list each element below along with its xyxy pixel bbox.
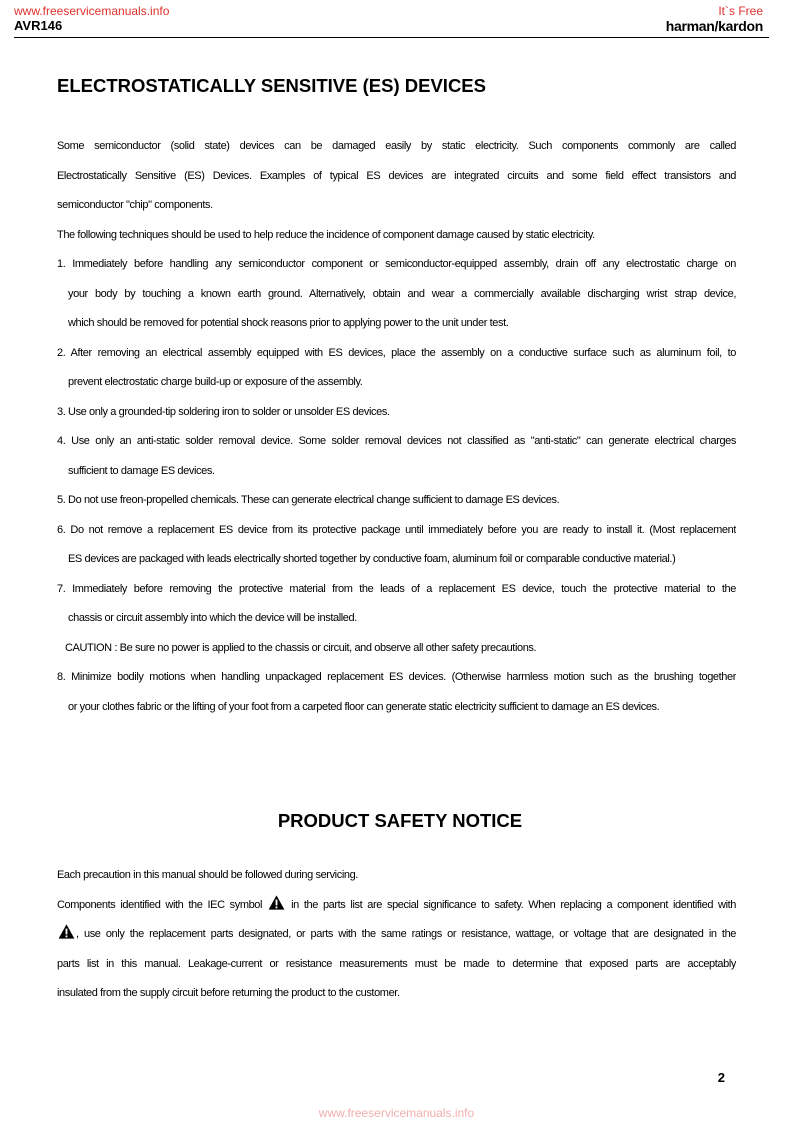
header-brand-logo: harman/kardon [665,18,763,34]
es-item-4-line: sufficient to damage ES devices. [68,464,215,477]
es-item-8-line: 8. Minimize bodily motions when handling unpackaged replacement ES devices. (Otherwise harmless motion such as the brushing together [57,671,736,683]
es-item-1-line: your body by touching a known earth ground. Alternatively, obtain and wear a commercially available discharging wrist strap device, [68,287,736,300]
es-item-1-line: 1. Immediately before handling any semiconductor component or semiconductor-equipped assembly, drain off any electrostatic charge on [57,258,736,270]
safety-line-3-text: , use only the replacement parts designated, or parts with the same ratings or resistance, wattage, or voltage that are designated in the [76,928,736,940]
es-item-2-line: 2. After removing an electrical assembly equipped with ES devices, place the assembly on a conductive surface such as aluminum foil, to [57,346,736,359]
safety-line-2 [57,891,736,921]
safety-line-2-start: Components identified with the IEC symbol [57,898,263,911]
es-item-8-line: or your clothes fabric or the lifting of your foot from a carpeted floor can generate static electricity sufficient to damage an ES devices. [68,700,660,713]
es-intro-line: The following techniques should be used to help reduce the incidence of component damage caused by static electricity. [57,228,595,241]
header-site-link[interactable]: www.freeservicemanuals.info [14,4,170,18]
header-divider [14,37,769,38]
safety-line-5: insulated from the supply circuit before returning the product to the customer. [57,987,400,999]
safety-line-2-end: in the parts list are special significance to safety. When replacing a component identified with [291,898,736,911]
es-item-4-line: 4. Use only an anti-static solder removal device. Some solder removal devices not classified as "anti-static" can generate electrical charges [57,435,736,447]
page-number: 2 [717,1070,725,1085]
es-item-7-line: chassis or circuit assembly into which the device will be installed. [68,612,357,624]
es-caution-line: CAUTION : Be sure no power is applied to the chassis or circuit, and observe all other safety precautions. [65,641,537,654]
warning-triangle-icon [58,924,75,939]
es-item-6-line: ES devices are packaged with leads electrically shorted together by conductive foam, aluminum foil or comparable conductive material.) [68,553,676,565]
es-intro-line: Electrostatically Sensitive (ES) Devices. Examples of typical ES devices are integrated circuits and some field effect transistors and [57,169,736,182]
footer-site-link[interactable]: www.freeservicemanuals.info [318,1106,475,1120]
es-section-body [57,132,736,722]
es-item-1-line: which should be removed for potential shock reasons prior to applying power to the unit under test. [68,317,509,329]
es-intro-line: Some semiconductor (solid state) devices can be damaged easily by static electricity. Such components commonly are called [57,140,736,152]
safety-section-title: PRODUCT SAFETY NOTICE [277,810,523,831]
es-item-5-line: 5. Do not use freon-propelled chemicals. These can generate electrical change sufficient to damage ES devices. [57,494,560,506]
header-tagline: It`s Free [718,4,763,18]
es-item-2-line: prevent electrostatic charge build-up or exposure of the assembly. [68,376,363,388]
safety-line-4: parts list in this manual. Leakage-current or resistance measurements must be made to determine that exposed parts are acceptably [57,957,736,970]
es-item-6-line: 6. Do not remove a replacement ES device from its protective package until immediately before you are ready to install it. (Most replacement [57,523,736,536]
safety-line-1: Each precaution in this manual should be followed during servicing. [57,869,358,881]
es-section-title: ELECTROSTATICALLY SENSITIVE (ES) DEVICES [57,75,486,96]
es-item-3-line: 3. Use only a grounded-tip soldering iron to solder or unsolder ES devices. [57,405,390,418]
header-model-name: AVR146 [14,18,63,33]
warning-triangle-icon [268,895,285,910]
es-item-7-line: 7. Immediately before removing the protective material from the leads of a replacement ES device, touch the protective material to the [57,582,736,595]
safety-line-3 [57,920,736,950]
es-intro-line: semiconductor "chip" components. [57,199,213,211]
safety-section-body [57,861,736,1009]
